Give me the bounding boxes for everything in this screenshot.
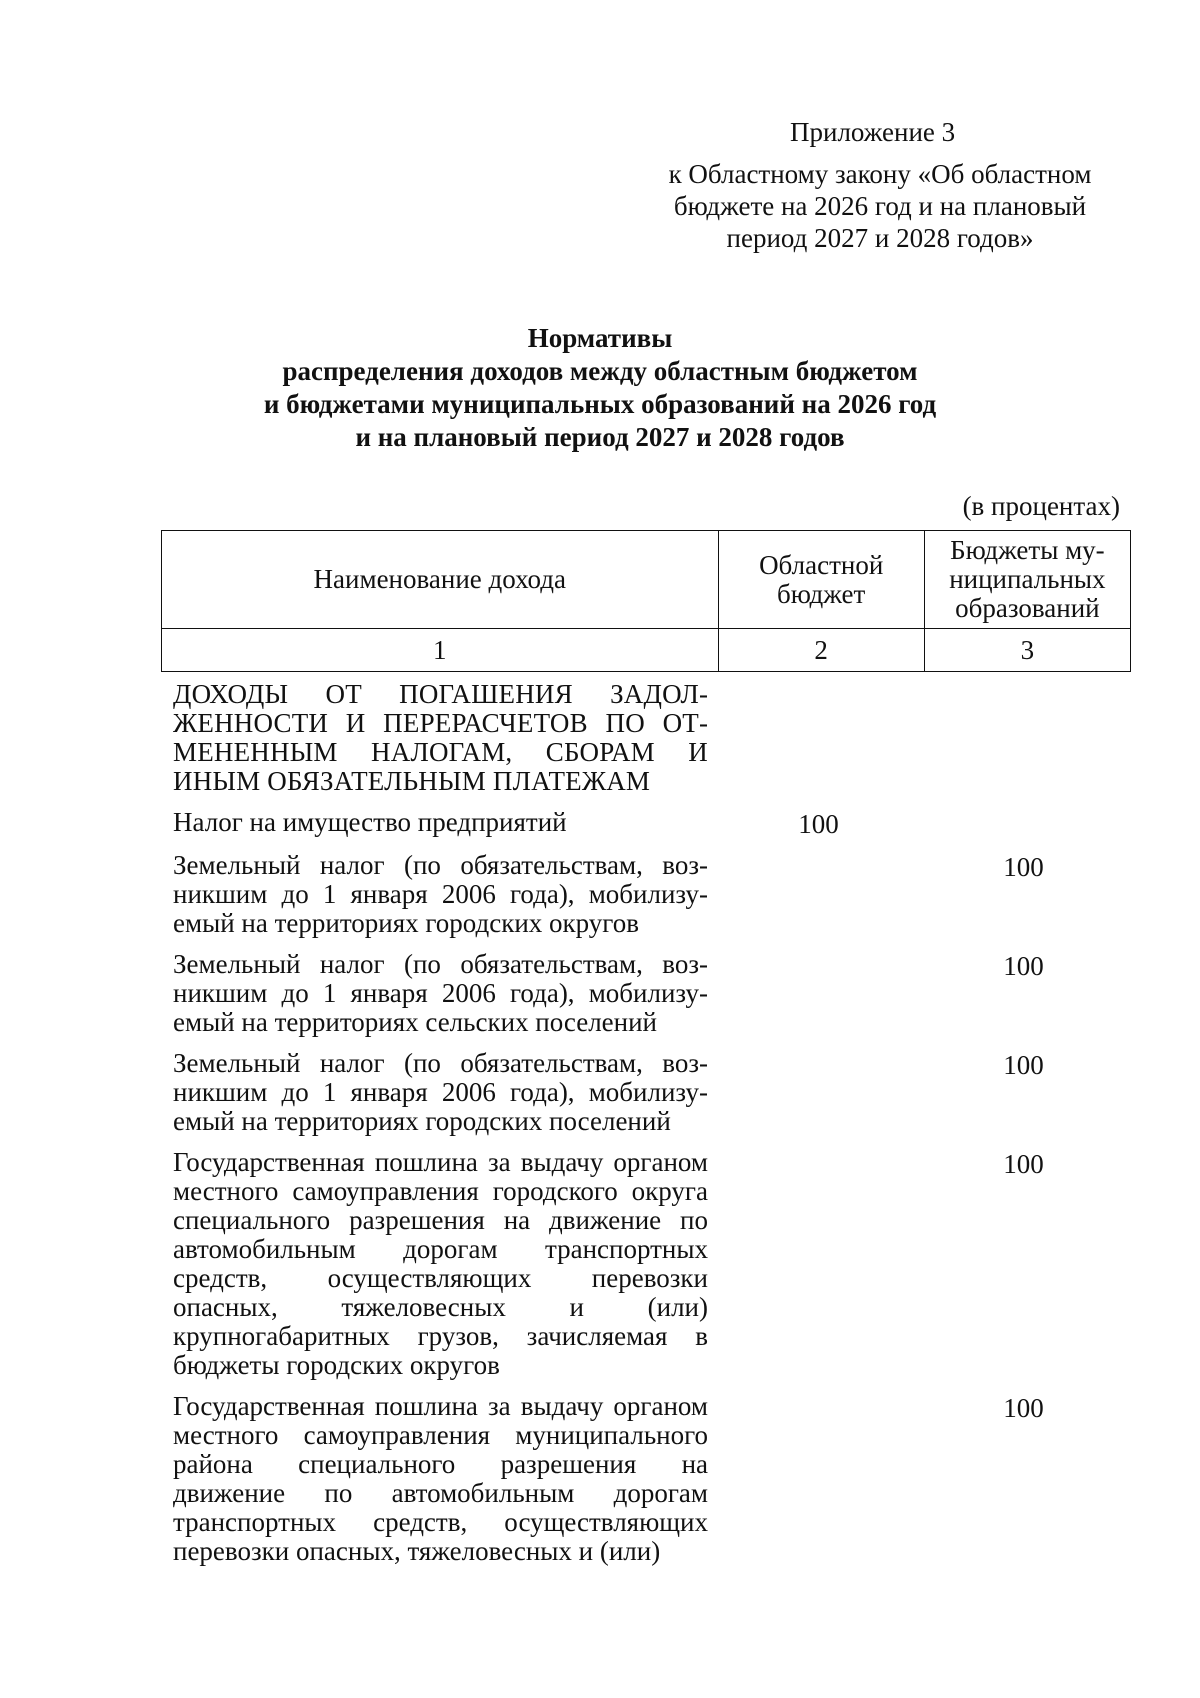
appendix-reference-line: к Областному закону «Об областном [668, 159, 1092, 189]
header-line: Бюджеты му- [950, 535, 1105, 565]
table-row [161, 1049, 1131, 1136]
column-number: 2 [718, 629, 924, 672]
municipal-budget-value: 100 [1003, 852, 1044, 882]
table-header-row [162, 531, 1131, 629]
income-name: Земельный налог (по обязательствам, возникшим до 1 января 2006 года), мобилизуемый на территориях городских поселений [173, 1048, 708, 1136]
table-row [161, 808, 1131, 839]
appendix-reference [640, 158, 1120, 254]
municipal-budget-value: 100 [1003, 1149, 1044, 1179]
regional-budget-value [716, 1148, 921, 1150]
municipal-budget-value: 100 [1003, 1393, 1044, 1423]
header-line: Областной [759, 549, 884, 580]
document-title-line: распределения доходов между областным бюджетом [282, 356, 918, 386]
appendix-reference-line: период 2027 и 2028 годов» [726, 223, 1034, 253]
header-line: ниципальных [949, 564, 1106, 594]
regional-budget-value [716, 950, 921, 952]
header-municipal-budgets [924, 531, 1130, 629]
municipal-budget-value [921, 808, 1126, 810]
income-name: Земельный налог (по обязательствам, возникшим до 1 января 2006 года), мобилизуемый на территориях сельских поселений [173, 949, 708, 1037]
units-note: (в процентах) [962, 491, 1120, 521]
income-name: Налог на имущество предприятий [173, 807, 567, 837]
table-row [161, 680, 1131, 796]
regional-budget-value [716, 1049, 921, 1051]
regional-budget-value [716, 851, 921, 853]
header-line: бюджет [776, 578, 866, 609]
regional-budget-value [716, 1392, 921, 1394]
column-number-row [162, 629, 1131, 672]
table-row [161, 1392, 1131, 1566]
municipal-budget-value: 100 [1003, 1050, 1044, 1080]
regional-budget-value: 100 [798, 809, 839, 839]
document-title-line: и на плановый период 2027 и 2028 годов [355, 422, 845, 452]
income-name: Государственная пошлина за выдачу органом местного самоуправления муниципального района специального разрешения на движение по автомобильным дорогам транспортных средств, осуществляющих перевозки опасных, тяжеловесных и (или) [173, 1391, 708, 1566]
municipal-budget-value [921, 680, 1126, 682]
municipal-budget-value: 100 [1003, 951, 1044, 981]
document-title-line: Нормативы [527, 323, 673, 353]
document-title-line: и бюджетами муниципальных образований на 2026 год [263, 389, 937, 419]
column-number: 1 [162, 629, 719, 672]
income-name: Земельный налог (по обязательствам, возникшим до 1 января 2006 года), мобилизуемый на территориях городских округов [173, 850, 708, 938]
table-body [161, 680, 1131, 1578]
appendix-reference-line: бюджете на 2026 год и на плановый [673, 191, 1087, 221]
header-regional-budget [718, 531, 924, 629]
document-title [150, 322, 1050, 454]
header-line: образований [955, 593, 1100, 623]
appendix-title: Приложение 3 [790, 117, 956, 147]
header-income-name: Наименование дохода [162, 531, 719, 629]
income-name: Государственная пошлина за выдачу органом местного самоуправления городского округа специального разрешения на движение по автомобильным дорогам транспортных средств, осуществляющих перевозки опасных, тяжеловесных и (или) крупногабаритных грузов, зачисляемая в бюджеты городских округов [173, 1147, 708, 1380]
column-number: 3 [924, 629, 1130, 672]
table-row [161, 950, 1131, 1037]
table-header [161, 530, 1131, 672]
regional-budget-value [716, 680, 921, 682]
table-row [161, 1148, 1131, 1380]
income-name: ДОХОДЫ ОТ ПОГАШЕНИЯ ЗАДОЛЖЕННОСТИ И ПЕРЕРАСЧЕТОВ ПО ОТМЕНЕННЫМ НАЛОГАМ, СБОРАМ И ИНЫМ ОБЯЗАТЕЛЬНЫМ ПЛАТЕЖАМ [173, 679, 708, 796]
table-row [161, 851, 1131, 938]
